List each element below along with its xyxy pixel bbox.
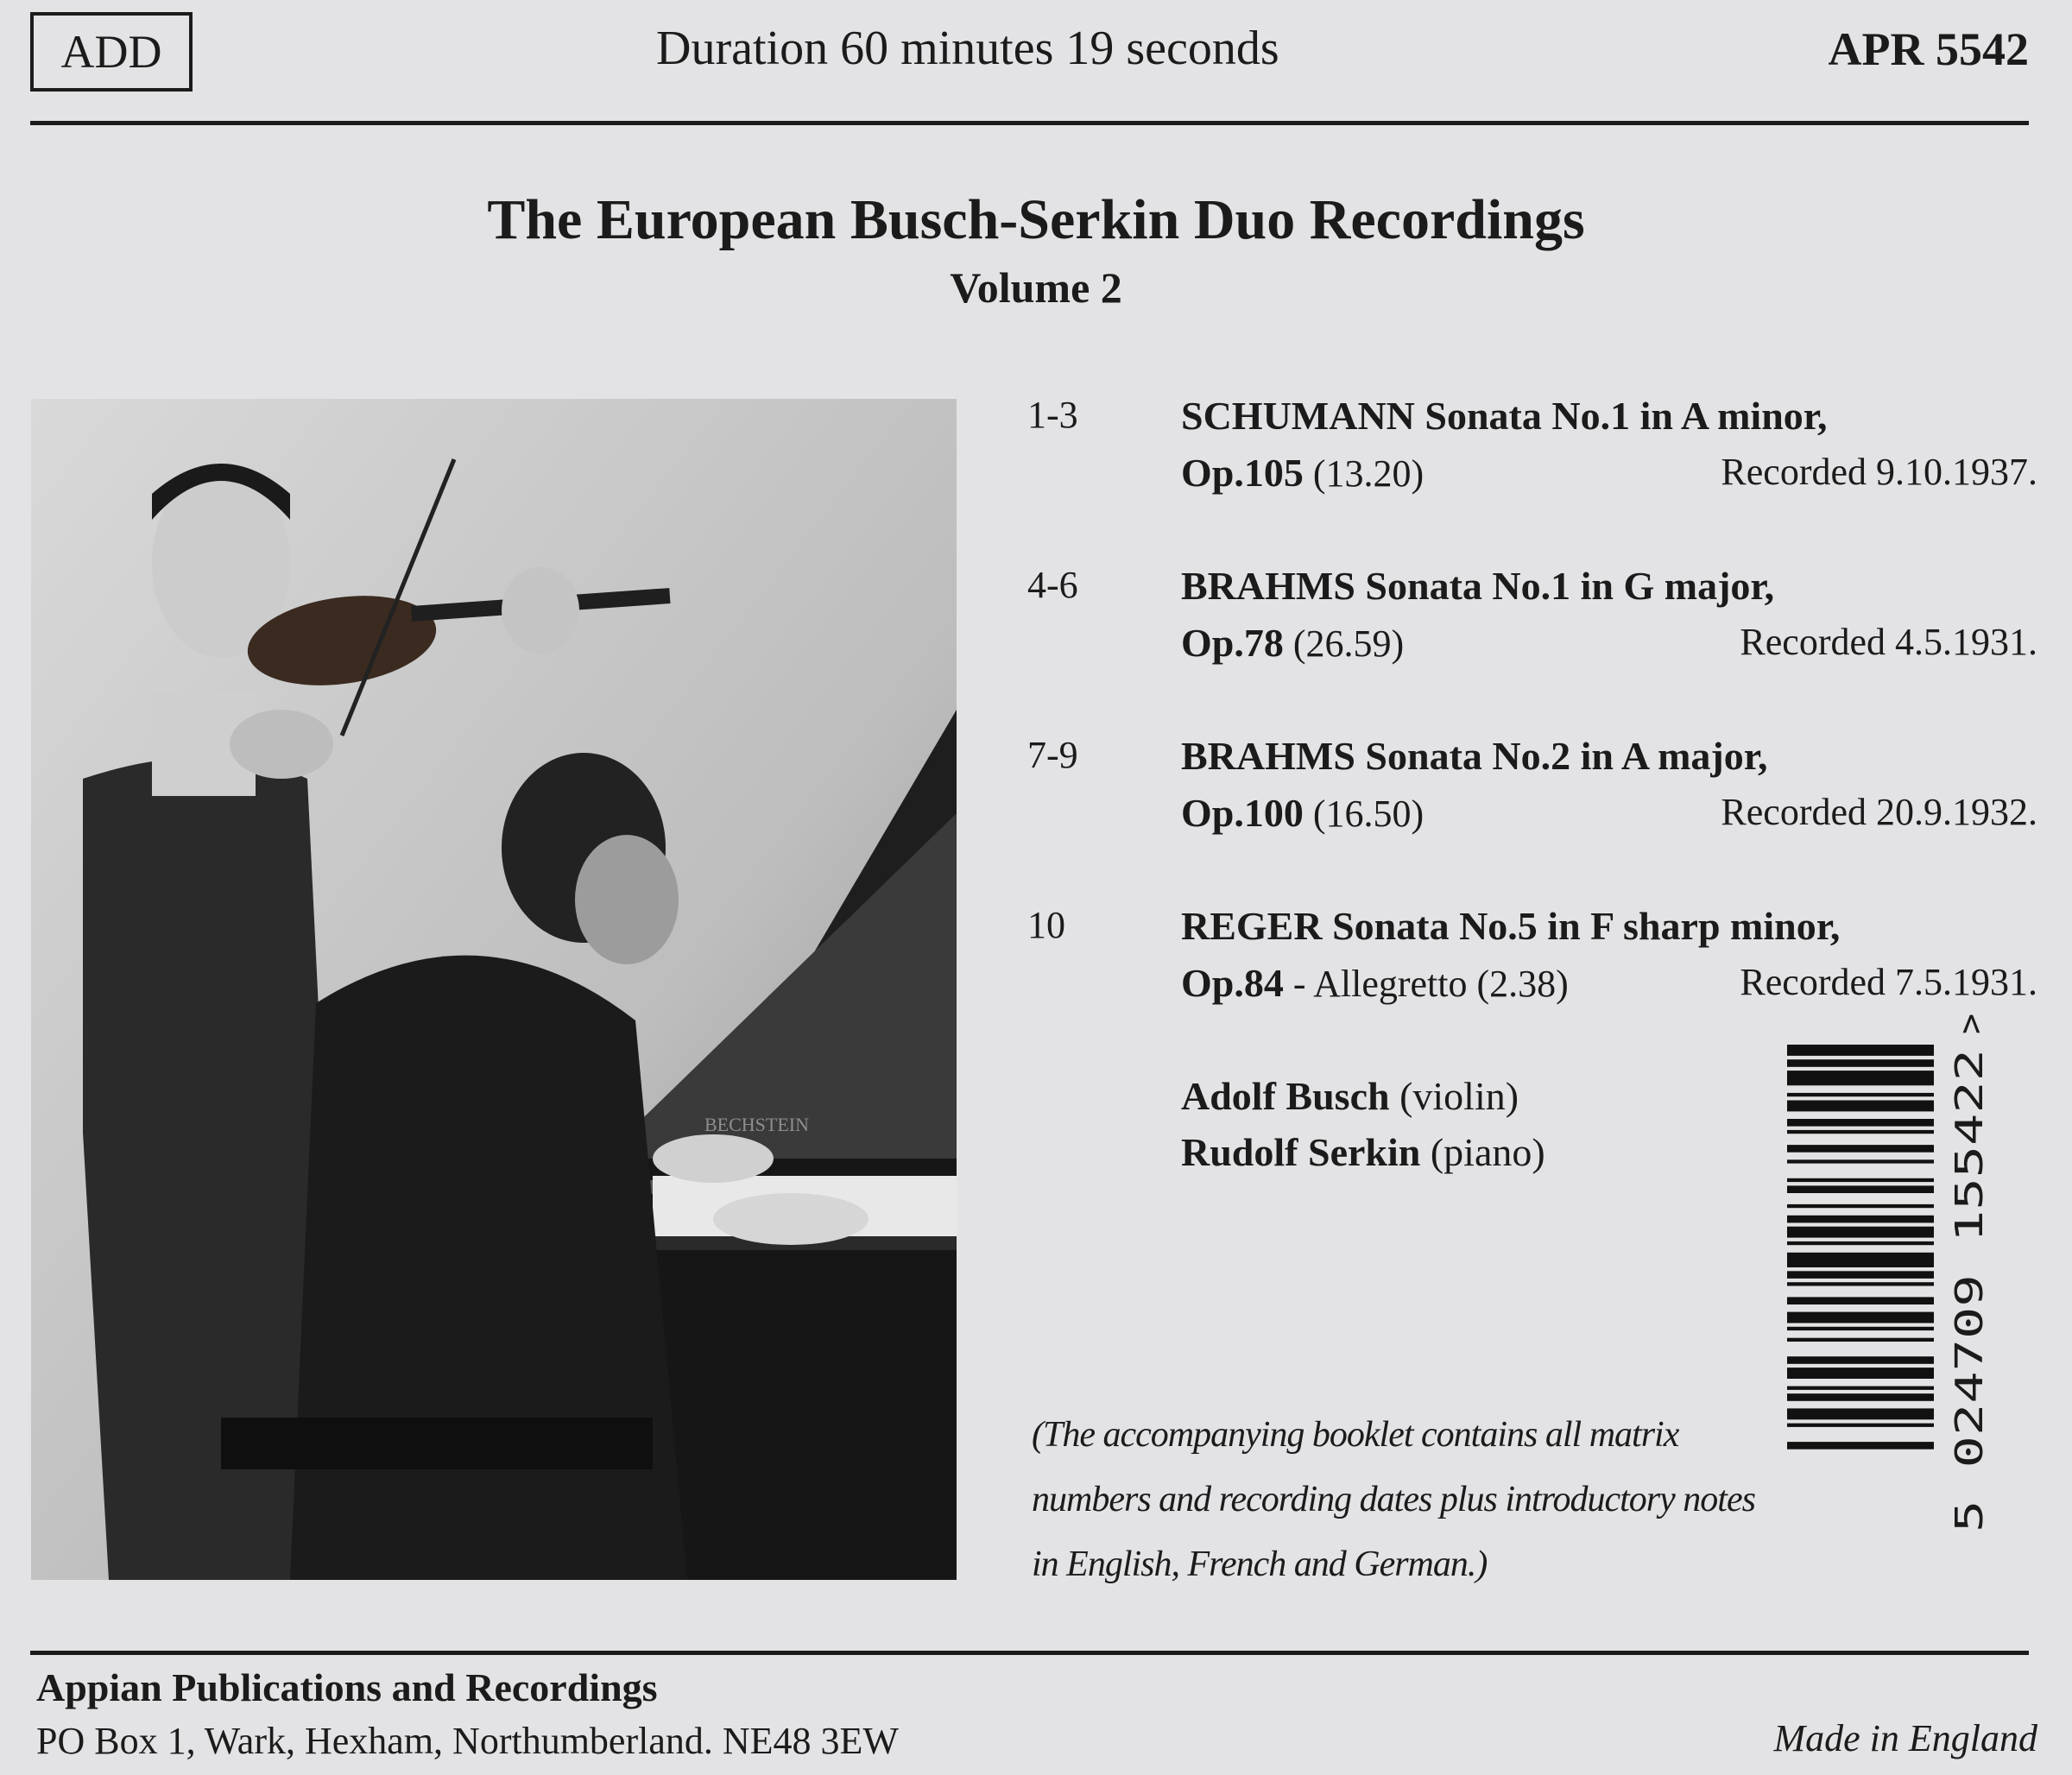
artist-name: Adolf Busch bbox=[1181, 1074, 1390, 1118]
track-number: 7-9 bbox=[1027, 734, 1078, 776]
barcode-bar bbox=[1787, 1059, 1934, 1067]
barcode-bar bbox=[1787, 1271, 1934, 1279]
barcode-bar bbox=[1787, 1312, 1934, 1323]
track-opus: Op.78 bbox=[1181, 621, 1284, 665]
artist-name: Rudolf Serkin bbox=[1181, 1130, 1421, 1174]
album-title: The European Busch-Serkin Duo Recordings bbox=[487, 188, 1585, 251]
barcode-marker: > bbox=[1951, 1013, 1991, 1034]
track-duration: (26.59) bbox=[1283, 622, 1405, 665]
barcode-bar bbox=[1787, 1241, 1934, 1245]
track-opus-line bbox=[1181, 450, 1424, 496]
album-volume: Volume 2 bbox=[950, 263, 1122, 312]
duo-photo bbox=[31, 399, 957, 1580]
artist-piano bbox=[1181, 1129, 1545, 1175]
barcode-bar bbox=[1787, 1159, 1934, 1163]
track-work: BRAHMS Sonata No.1 in G major, bbox=[1181, 564, 1775, 608]
track-number: 1-3 bbox=[1027, 394, 1078, 436]
track-duration: (16.50) bbox=[1303, 793, 1424, 835]
made-in-label: Made in England bbox=[1773, 1717, 2037, 1759]
barcode-bar bbox=[1787, 1178, 1934, 1182]
barcode-bar bbox=[1787, 1356, 1934, 1364]
catalog-number: APR 5542 bbox=[1828, 23, 2029, 75]
barcode-bar bbox=[1787, 1387, 1934, 1390]
track-recorded: Recorded 4.5.1931. bbox=[1740, 621, 2037, 663]
barcode-bar bbox=[1787, 1071, 1934, 1085]
publisher-address: PO Box 1, Wark, Hexham, Northumberland. NE48 3EW bbox=[36, 1720, 899, 1762]
barcode-digits: 5 024709 155422 bbox=[1948, 1189, 1992, 1532]
barcode-bar bbox=[1787, 1338, 1934, 1342]
header-divider bbox=[30, 121, 2029, 125]
track-opus-line bbox=[1181, 960, 1569, 1006]
track-opus: Op.84 bbox=[1181, 961, 1284, 1005]
barcode-bar bbox=[1787, 1119, 1934, 1127]
barcode-bar bbox=[1787, 1408, 1934, 1419]
track-recorded: Recorded 20.9.1932. bbox=[1721, 791, 2037, 833]
track-duration: - Allegretto (2.38) bbox=[1283, 963, 1569, 1005]
barcode-bar bbox=[1787, 1093, 1934, 1096]
barcode-bar bbox=[1787, 1253, 1934, 1267]
duration-text: Duration 60 minutes 19 seconds bbox=[656, 22, 1279, 75]
barcode-bar bbox=[1787, 1442, 1934, 1450]
booklet-note: (The accompanying booklet contains all matrix numbers and recording dates plus introductory notes in English, French and German.) bbox=[1032, 1415, 1755, 1584]
barcode-bar bbox=[1787, 1424, 1934, 1427]
barcode-bar bbox=[1787, 1185, 1934, 1193]
artist-role: (violin) bbox=[1389, 1074, 1519, 1118]
track-work: BRAHMS Sonata No.2 in A major, bbox=[1181, 734, 1768, 778]
barcode-bar bbox=[1787, 1297, 1934, 1304]
publisher-name: Appian Publications and Recordings bbox=[36, 1665, 658, 1709]
barcode-bar bbox=[1787, 1204, 1934, 1208]
track-number: 10 bbox=[1027, 904, 1065, 946]
track-opus-line bbox=[1181, 620, 1404, 666]
barcode-bar bbox=[1787, 1130, 1934, 1134]
barcode-bar bbox=[1787, 1393, 1934, 1401]
barcode-bar bbox=[1787, 1368, 1934, 1379]
barcode-bar bbox=[1787, 1216, 1934, 1223]
track-opus: Op.100 bbox=[1181, 791, 1304, 835]
barcode-bar bbox=[1787, 1227, 1934, 1238]
track-1-3 bbox=[1027, 393, 2037, 507]
barcode-bar bbox=[1787, 1145, 1934, 1153]
track-recorded: Recorded 9.10.1937. bbox=[1721, 451, 2037, 493]
barcode-bar bbox=[1787, 1045, 1934, 1056]
track-10 bbox=[1027, 903, 2037, 1017]
footer-divider bbox=[30, 1651, 2029, 1655]
add-badge: ADD bbox=[30, 12, 193, 92]
piano-brand: BECHSTEIN bbox=[704, 1114, 809, 1135]
barcode-bar bbox=[1787, 1327, 1934, 1330]
track-4-6 bbox=[1027, 563, 2037, 677]
track-work: REGER Sonata No.5 in F sharp minor, bbox=[1181, 904, 1841, 948]
barcode-bar bbox=[1787, 1282, 1934, 1285]
track-number: 4-6 bbox=[1027, 564, 1078, 606]
barcode-bar bbox=[1787, 1101, 1934, 1112]
track-opus-line bbox=[1181, 790, 1424, 836]
track-work: SCHUMANN Sonata No.1 in A minor, bbox=[1181, 394, 1828, 438]
track-recorded: Recorded 7.5.1931. bbox=[1740, 961, 2037, 1003]
track-opus: Op.105 bbox=[1181, 451, 1304, 495]
artist-violin bbox=[1181, 1073, 1519, 1119]
track-duration: (13.20) bbox=[1303, 452, 1424, 495]
track-7-9 bbox=[1027, 733, 2037, 847]
barcode bbox=[1787, 1013, 1994, 1537]
artist-role: (piano) bbox=[1420, 1130, 1545, 1174]
